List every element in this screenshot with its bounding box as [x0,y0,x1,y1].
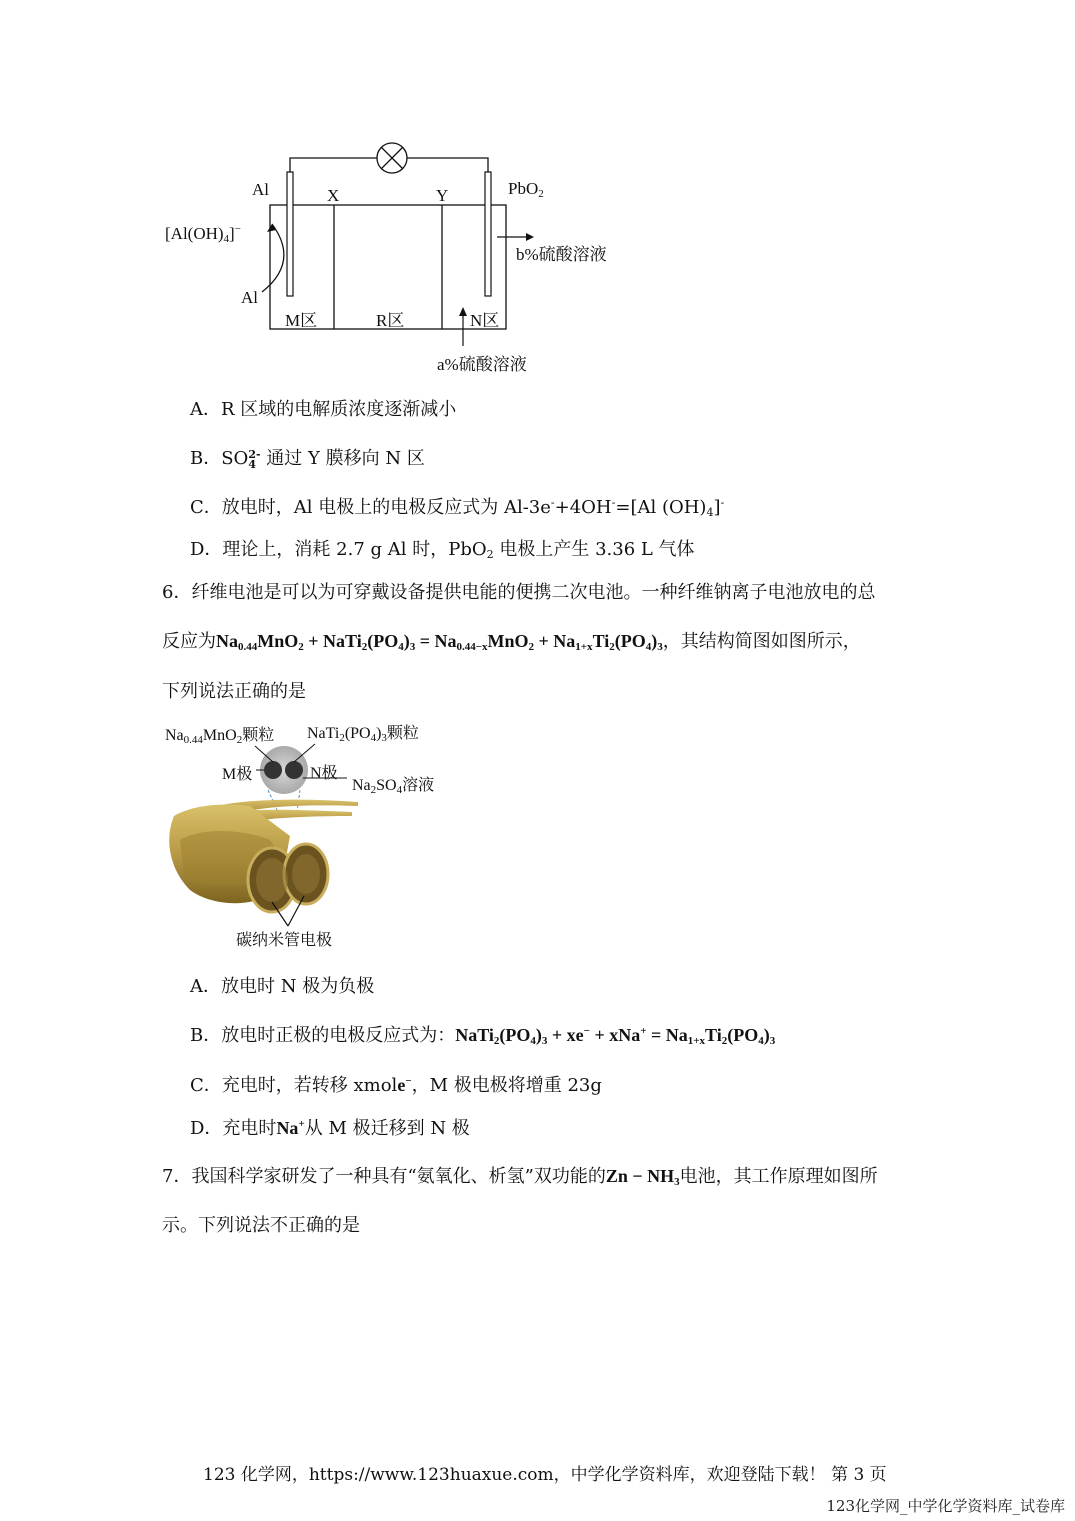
q6-stem-line2: 反应为$Na_{0.44}MnO_2$ + $NaTi_2(PO_4)_3 = Na_{0.44-x}MnO_2 + Na_{1+x}Ti_2(PO_4)_3$，其结构简图如图所示， [162,631,861,653]
pbo2-electrode [485,172,491,296]
label-y: Y [436,186,449,205]
q6-stem-line3: 下列说法正确的是 [162,681,306,702]
al-electrode [287,172,293,296]
wire-left [290,158,377,182]
label-al-top: Al [252,180,269,199]
wire-right [407,158,488,182]
q5-option-b: B．SO 2- 4 通过 Y 膜移向 N 区 [190,448,425,471]
q6-option-d: D．充电时Na+从 M 极迁移到 N 极 [190,1118,470,1139]
label-n-pole: N极 [310,765,338,782]
curved-arrow [262,224,284,292]
q6-option-a: A．放电时 N 极为负极 [190,976,375,997]
label-carbon-nanotube: 碳纳米管电极 [236,932,333,949]
n-particle [285,761,303,779]
label-b-solution: b%硫酸溶液 [516,245,607,264]
label-aloh4: $[Al(OH)_4]^-$ [165,223,241,245]
page-footer: 123 化学网，https://www.123huaxue.com，中学化学资料库，欢迎登陆下载！ 第 3 页 [203,1465,887,1485]
q6-option-c: C．充电时，若转移 xmole−，M 极电极将增重 23g [190,1075,602,1096]
q6-option-b: B．放电时正极的电极反应式为：$NaTi_2(PO_4)_3 + xe^- + xNa^+ = Na_{1+x}Ti_2(PO_4)_3$ [190,1025,776,1047]
q7-stem-line1: 7．我国科学家研发了一种具有“氨氧化、析氢”双功能的$Zn - NH_3$电池，其工作原理如图所 [162,1166,878,1188]
watermark: 123化学网_中学化学资料库_试卷库 [826,1497,1065,1515]
q6-option-b-equation: $NaTi_2(PO_4)_3 + xe^- + xNa^+ = Na_{1+x}Ti_2(PO_4)_3$ [455,1025,776,1047]
label-x: X [327,186,340,205]
label-m-pole: M极 [222,766,253,783]
label-pbo2: PbO$_2$ [508,179,544,200]
q5-option-a: A．R 区域的电解质浓度逐渐减小 [190,399,457,420]
label-n-zone: N区 [470,311,500,330]
cell-diagram-svg [0,0,700,380]
label-m-zone: M区 [285,311,318,330]
label-a-solution: a%硫酸溶液 [437,355,527,374]
label-al-bottom: Al [241,288,258,307]
fiber-diagram-svg [160,740,370,940]
q6-total-reaction: $Na_{0.44}MnO_2$ + $NaTi_2(PO_4)_3 = Na_{0.44-x}MnO_2 + Na_{1+x}Ti_2(PO_4)_3$ [216,631,663,653]
label-nati-particle: $NaTi_2(PO_4)_3$颗粒 [307,725,419,744]
label-na2so4: $Na_2SO_4$溶液 [352,777,435,796]
m-particle [264,761,282,779]
q5-option-d: D．理论上，消耗 2.7 g Al 时，PbO$_2$ 电极上产生 3.36 L 气体 [190,539,695,561]
q6-stem-line1: 6．纤维电池是可以为可穿戴设备提供电能的便携二次电池。一种纤维钠离子电池放电的总 [162,582,876,603]
label-r-zone: R区 [376,311,405,330]
q5-option-c: C．放电时，Al 电极上的电极反应式为 Al-3e-+4OH-=[Al $(OH)_4]^-$ [190,496,725,519]
q7-stem-line2: 示。下列说法不正确的是 [162,1215,360,1236]
label-mno2-particle: $Na_{0.44}MnO_2$颗粒 [165,727,275,746]
